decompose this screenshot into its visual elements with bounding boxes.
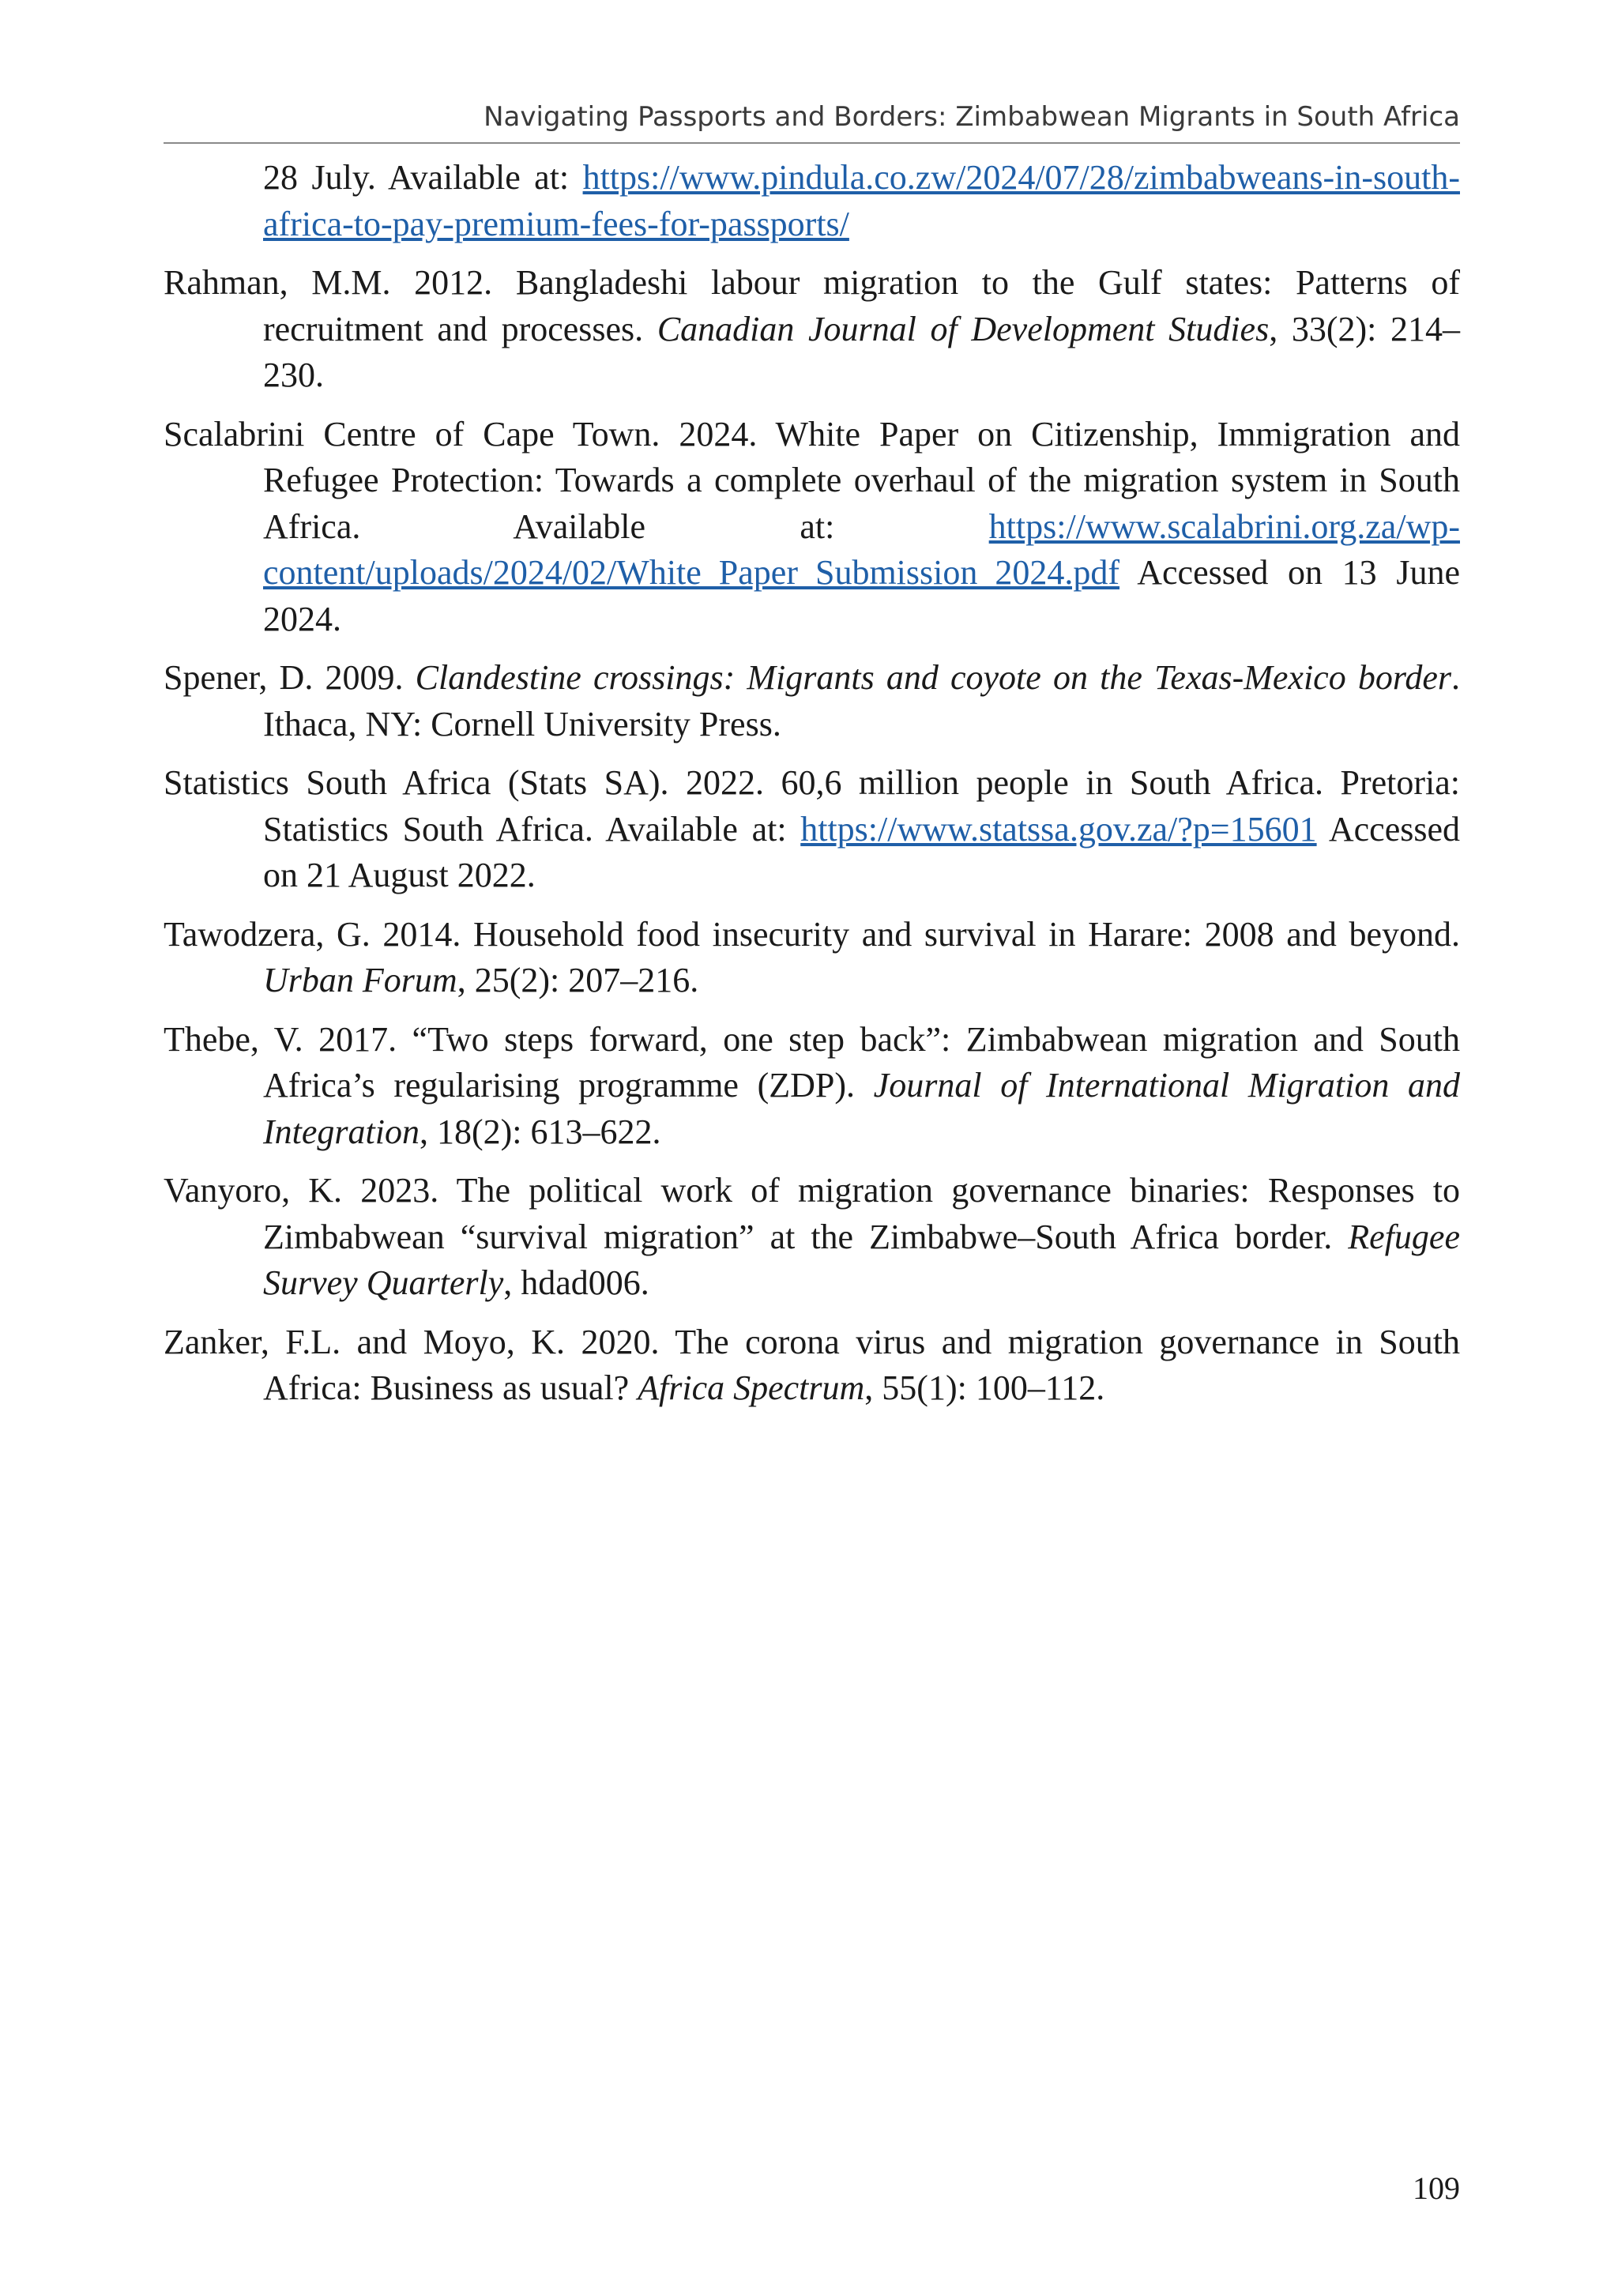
reference-link[interactable]: https://www.pindula.co.zw/2024/07/28/zimbabweans-in-south-africa-to-pay-premium-fees-for-passports/ (263, 158, 1460, 243)
reference-entry (164, 655, 1460, 747)
reference-entry (164, 260, 1460, 399)
reference-link[interactable]: https://www.statssa.gov.za/?p=15601 (800, 809, 1317, 849)
reference-text: Scalabrini Centre of Cape Town. 2024. White Paper on Citizenship, Immigration and Refugee Protection: Towards a complete overhaul of the migration system in South Africa. Available at: (164, 414, 1460, 546)
reference-details: , 55(1): 100–112. (864, 1368, 1105, 1407)
reference-details: Accessed on 13 June 2024. (263, 553, 1460, 638)
reference-source-title: Refugee Survey Quarterly (263, 1217, 1460, 1302)
reference-entry (164, 1319, 1460, 1412)
reference-details: . Ithaca, NY: Cornell University Press. (263, 658, 1460, 743)
reference-source-title: Canadian Journal of Development Studies (657, 309, 1270, 348)
reference-source-title: Africa Spectrum (638, 1368, 865, 1407)
reference-list (164, 155, 1460, 1425)
reference-continuation (164, 155, 1460, 247)
reference-source-title: Urban Forum (263, 961, 457, 999)
reference-text: Zanker, F.L. and Moyo, K. 2020. The corona virus and migration governance in South Africa: Business as usual? (164, 1322, 1460, 1407)
reference-source-title: Clandestine crossings: Migrants and coyote on the Texas-Mexico border (415, 658, 1451, 697)
reference-text: Rahman, M.M. 2012. Bangladeshi labour migration to the Gulf states: Patterns of recruitment and processes. (164, 263, 1460, 348)
reference-entry (164, 412, 1460, 643)
reference-text: Thebe, V. 2017. “Two steps forward, one step back”: Zimbabwean migration and South Africa’s regularising programme (ZDP). (164, 1019, 1460, 1105)
reference-source-title: Journal of International Migration and Integration (263, 1066, 1460, 1151)
reference-link[interactable]: https://www.scalabrini.org.za/wp-content/uploads/2024/02/White_Paper_Submission_2024.pdf (263, 506, 1460, 592)
reference-entry (164, 760, 1460, 899)
reference-text: Spener, D. 2009. (164, 658, 416, 697)
running-title: Navigating Passports and Borders: Zimbabwean Migrants in South Africa (484, 101, 1460, 133)
reference-text: Vanyoro, K. 2023. The political work of migration governance binaries: Responses to Zimbabwean “survival migration” at the Zimbabwe–South Africa border. (164, 1171, 1460, 1256)
page-number: 109 (1413, 2170, 1460, 2206)
running-header (164, 100, 1460, 144)
reference-details: Accessed on 21 August 2022. (263, 809, 1460, 894)
reference-entry (164, 1017, 1460, 1156)
reference-text: 28 July. Available at: (263, 158, 583, 197)
reference-text: Tawodzera, G. 2014. Household food insecurity and survival in Harare: 2008 and beyond. (164, 914, 1460, 954)
reference-details: , hdad006. (503, 1263, 649, 1302)
reference-entry (164, 1168, 1460, 1307)
reference-details: , 18(2): 613–622. (419, 1112, 661, 1151)
reference-entry (164, 912, 1460, 1004)
reference-details: , 33(2): 214–230. (263, 309, 1460, 394)
reference-details: , 25(2): 207–216. (457, 961, 699, 999)
reference-text: Statistics South Africa (Stats SA). 2022. 60,6 million people in South Africa. Pretoria: Statistics South Africa. Available at: (164, 763, 1460, 849)
